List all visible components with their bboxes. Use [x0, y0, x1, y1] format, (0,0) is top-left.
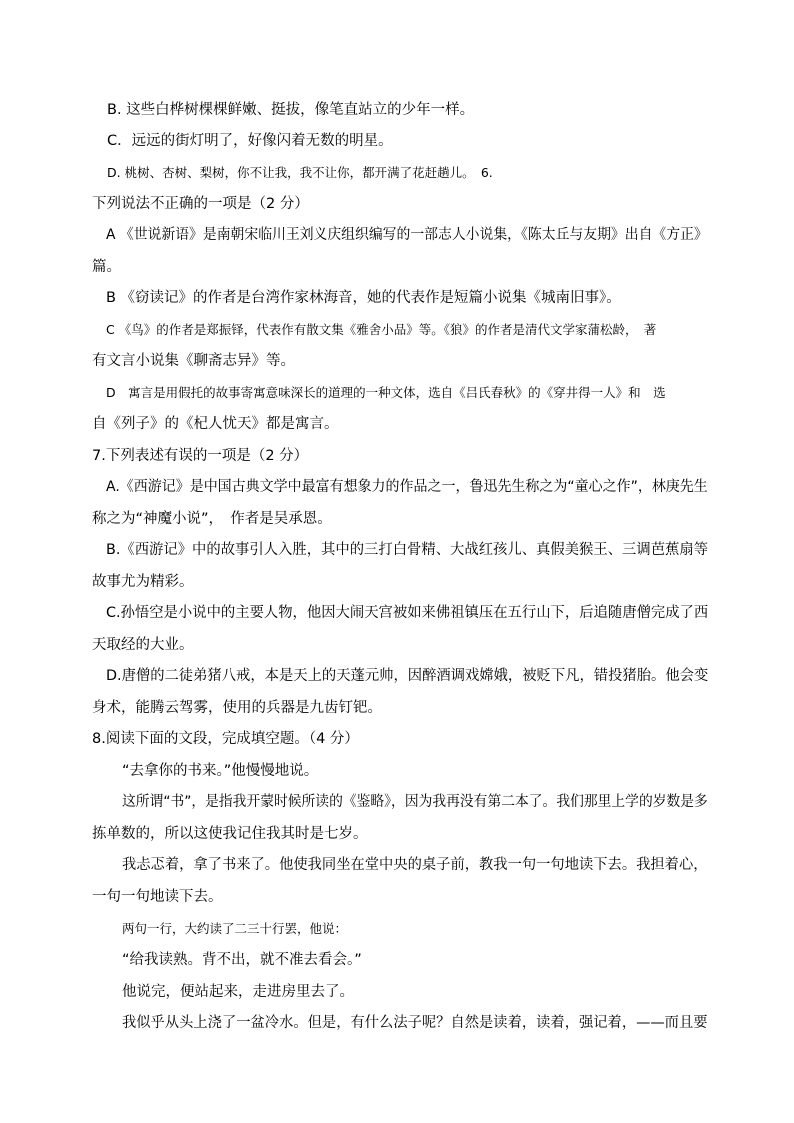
q7-stem: 7.下列表述有误的一项是（2 分）	[92, 448, 309, 464]
q5-option-b: B. 这些白桦树棵棵鲜嫩、挺拔，像笔直站立的少年一样。	[107, 102, 475, 118]
q7-option-a-line1: A.《西游记》是中国古典文学中最富有想象力的作品之一，鲁迅先生称之为“童心之作”，林庚先生	[106, 479, 708, 495]
q6-option-b: B 《窃读记》的作者是台湾作家林海音，她的代表作是短篇小说集《城南旧事》。	[106, 290, 621, 306]
q6-option-a-line2: 篇。	[92, 259, 121, 275]
q6-option-c-line1: C 《鸟》的作者是郑振铎，代表作有散文集《雅舍小品》等。《狼》的作者是清代文学家蒲松龄， 著	[106, 322, 657, 337]
q7-option-b-line1: B.《西游记》中的故事引人入胜，其中的三打白骨精、大战红孩儿、真假美猴王、三调芭蕉扇等	[106, 542, 709, 558]
q8-paragraph-7: 我似乎从头上浇了一盆冷水。但是，有什么法子呢？自然是读着，读着，强记着，——而且要	[122, 1015, 708, 1031]
q8-paragraph-3-line1: 我忐忑着，拿了书来了。他使我同坐在堂中央的桌子前，教我一句一句地读下去。我担着心，	[122, 857, 708, 873]
q6-option-a-line1: A 《世说新语》是南朝宋临川王刘义庆组织编写的一部志人小说集，《陈太丘与友期》出自《方正》	[106, 227, 708, 243]
q6-option-c-line2: 有文言小说集《聊斋志异》等。	[92, 353, 295, 369]
q6-stem: 下列说法不正确的一项是（2 分）	[92, 196, 309, 212]
q5-option-d: D. 桃树、杏树、梨树，你不让我，我不让你，都开满了花赶趟儿。 6.	[107, 165, 493, 180]
q6-option-d-line2: 自《列子》的《杞人忧天》都是寓言。	[92, 416, 339, 432]
q5-option-c: C．远远的街灯明了，好像闪着无数的明星。	[107, 133, 393, 149]
q8-paragraph-3-line2: 一句一句地读下去。	[92, 889, 223, 905]
q7-option-a-line2: 称之为“神魔小说”， 作者是吴承恩。	[92, 511, 332, 527]
q6-option-d-line1: D 寓言是用假托的故事寄寓意味深长的道理的一种文体，选自《吕氏春秋》的《穿井得一人》和 选	[106, 385, 666, 400]
q7-option-d-line1: D.唐僧的二徒弟猪八戒，本是天上的天蓬元帅，因醉酒调戏嫦娥，被贬下凡，错投猪胎。他会变	[106, 668, 709, 684]
q8-paragraph-4: 两句一行，大约读了二三十行罢，他说：	[122, 921, 348, 936]
q7-option-c-line2: 天取经的大业。	[92, 637, 194, 653]
q8-paragraph-6: 他说完，便站起来，走进房里去了。	[122, 984, 354, 1000]
q8-stem: 8.阅读下面的文段，完成填空题。（4 分）	[92, 731, 359, 747]
q8-paragraph-2-line2: 拣单数的，所以这使我记住我其时是七岁。	[92, 826, 368, 842]
q8-paragraph-1: “去拿你的书来。”他慢慢地说。	[122, 763, 319, 779]
q8-paragraph-5: “给我读熟。背不出，就不准去看会。”	[122, 952, 362, 968]
q7-option-d-line2: 身术，能腾云驾雾，使用的兵器是九齿钉钯。	[92, 700, 382, 716]
q7-option-c-line1: C.孙悟空是小说中的主要人物，他因大闹天宫被如来佛祖镇压在五行山下，后追随唐僧完成了西	[106, 605, 709, 621]
q8-paragraph-2-line1: 这所谓“书”，是指我开蒙时候所读的《鉴略》，因为我再没有第二本了。我们那里上学的岁数是多	[122, 794, 708, 810]
q7-option-b-line2: 故事尤为精彩。	[92, 574, 194, 590]
